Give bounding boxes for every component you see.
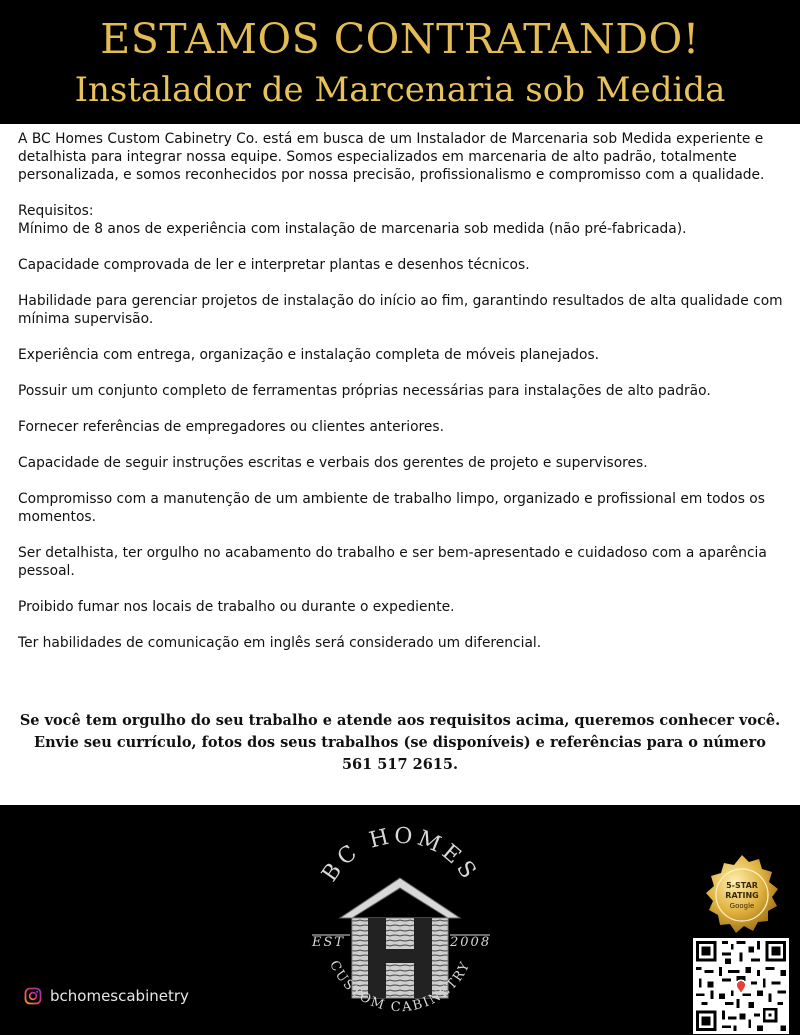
closing-line-2: Envie seu currículo, fotos dos seus trabalhos (se disponíveis) e referências para o número bbox=[34, 734, 766, 751]
page-title: ESTAMOS CONTRATANDO! bbox=[100, 15, 700, 63]
requirement-item: Possuir um conjunto completo de ferramentas próprias necessárias para instalações de alto padrão. bbox=[18, 383, 711, 399]
job-description bbox=[18, 130, 788, 670]
phone-number: 561 517 2615. bbox=[341, 756, 459, 773]
badge-line-2: RATING bbox=[725, 891, 759, 900]
job-title: Instalador de Marcenaria sob Medida bbox=[74, 70, 726, 110]
logo-est: EST bbox=[312, 935, 346, 950]
instagram-link[interactable] bbox=[24, 987, 189, 1005]
requirements-heading: Requisitos: bbox=[18, 203, 94, 219]
instagram-handle: bchomescabinetry bbox=[50, 987, 189, 1005]
requirement-item: Habilidade para gerenciar projetos de instalação do início ao fim, garantindo resultados de alta qualidade com mínima supervisão. bbox=[18, 293, 783, 327]
svg-text:BC HOMES bbox=[317, 823, 482, 886]
requirement-item: Ser detalhista, ter orgulho no acabamento do trabalho e ser bem-apresentado e cuidadoso com a aparência pessoal. bbox=[18, 545, 767, 579]
requirement-item: Proibido fumar nos locais de trabalho ou durante o expediente. bbox=[18, 599, 455, 615]
requirement-item: Capacidade comprovada de ler e interpretar plantas e desenhos técnicos. bbox=[18, 257, 530, 273]
requirement-item: Capacidade de seguir instruções escritas e verbais dos gerentes de projeto e supervisores. bbox=[18, 455, 648, 471]
qr-code[interactable] bbox=[693, 938, 789, 1034]
badge-line-1: 5-STAR bbox=[726, 881, 758, 890]
header-banner bbox=[0, 0, 800, 124]
badge-line-3: Google bbox=[729, 902, 755, 910]
requirement-item: Compromisso com a manutenção de um ambiente de trabalho limpo, organizado e profissional em todos os momentos. bbox=[18, 491, 765, 525]
footer bbox=[0, 805, 800, 1035]
house-logo bbox=[290, 823, 510, 1033]
logo-year: 2008 bbox=[450, 935, 492, 950]
requirement-item: Fornecer referências de empregadores ou clientes anteriores. bbox=[18, 419, 444, 435]
logo-bottom-text: CUSTOM CABINETRY bbox=[326, 958, 474, 1016]
closing-call-to-action bbox=[0, 710, 800, 776]
requirement-item: Mínimo de 8 anos de experiência com instalação de marcenaria sob medida (não pré-fabricada). bbox=[18, 221, 687, 237]
instagram-icon bbox=[24, 987, 42, 1005]
closing-line-1: Se você tem orgulho do seu trabalho e atende aos requisitos acima, queremos conhecer você. bbox=[19, 712, 781, 729]
logo-top-text: BC HOMES bbox=[317, 823, 483, 887]
requirement-item: Ter habilidades de comunicação em inglês será considerado um diferencial. bbox=[18, 635, 542, 651]
intro-paragraph: A BC Homes Custom Cabinetry Co. está em busca de um Instalador de Marcenaria sob Medida experiente e detalhista para integrar nossa equipe. Somos especializados em marcenaria de alto padrão, totalmente personalizada, e somos reconhecidos por nossa precisão, profissionalismo e compromisso com a qualidade. bbox=[18, 131, 765, 183]
star-rating-badge bbox=[700, 853, 784, 937]
requirement-item: Experiência com entrega, organização e instalação completa de móveis planejados. bbox=[18, 347, 600, 363]
